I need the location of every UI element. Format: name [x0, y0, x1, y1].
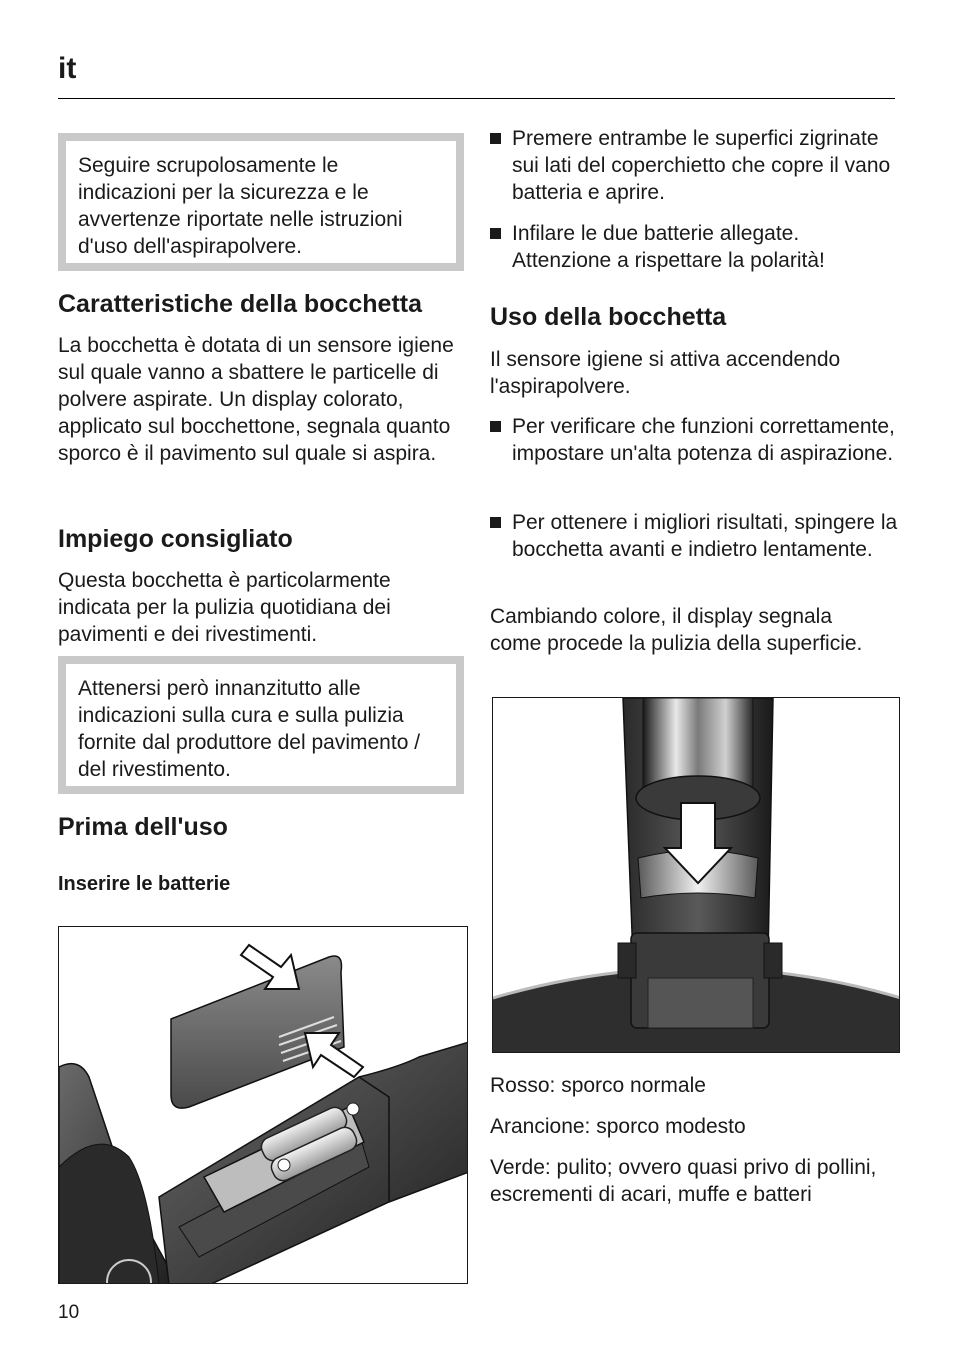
header-rule [58, 98, 895, 99]
color-orange-text: Arancione: sporco modesto [490, 1115, 746, 1138]
care-note-box [58, 656, 464, 794]
recommended-use-text: Questa bocchetta è particolarmente indicata per la pulizia quotidiana dei pavimenti e dei rivestimenti. [58, 569, 391, 646]
battery-drawing [59, 927, 468, 1284]
page-number: 10 [58, 1302, 80, 1323]
bullet-best-results [490, 509, 900, 563]
features-heading: Caratteristiche della bocchetta [58, 290, 423, 318]
care-note-text: Attenersi però innanzitutto alle indicazioni sulla cura e sulla pulizia fornite dal produttore del pavimento / del rivestimento. [78, 677, 421, 781]
language-code: it [58, 52, 77, 85]
insert-batteries-subheading: Inserire le batterie [58, 873, 231, 895]
usage-heading: Uso della bocchetta [490, 303, 727, 331]
nozzle-drawing [493, 698, 900, 1053]
color-red-text: Rosso: sporco normale [490, 1074, 706, 1097]
bullet-square-icon [490, 133, 501, 144]
before-use-heading: Prima dell'uso [58, 813, 228, 841]
bullet-text: Premere entrambe le superfici zigrinate sui lati del coperchietto che copre il vano batteria e aprire. [512, 127, 891, 204]
nozzle-illustration [492, 697, 900, 1053]
bullet-text: Infilare le due batterie allegate. Attenzione a rispettare la polarità! [512, 222, 825, 272]
recommended-use-heading: Impiego consigliato [58, 525, 293, 553]
bullet-press-lid [490, 125, 900, 206]
color-green-text: Verde: pulito; ovvero quasi privo di pollini, escrementi di acari, muffe e batteri [490, 1156, 877, 1206]
bullet-square-icon [490, 421, 501, 432]
color-explanation-text: Cambiando colore, il display segnala come procede la pulizia della superficie. [490, 605, 863, 655]
bullet-power-setting [490, 413, 900, 467]
bullet-insert-batteries [490, 220, 900, 274]
battery-illustration [58, 926, 468, 1284]
bullet-square-icon [490, 228, 501, 239]
usage-text: Il sensore igiene si attiva accendendo l'aspirapolvere. [490, 348, 841, 398]
bullet-text: Per verificare che funzioni correttamente, impostare un'alta potenza di aspirazione. [512, 415, 895, 465]
safety-note-text: Seguire scrupolosamente le indicazioni per la sicurezza e le avvertenze riportate nelle istruzioni d'uso dell'aspirapolvere. [78, 154, 403, 258]
bullet-text: Per ottenere i migliori risultati, spingere la bocchetta avanti e indietro lentamente. [512, 511, 898, 561]
safety-note-box [58, 133, 464, 271]
bullet-square-icon [490, 517, 501, 528]
features-text: La bocchetta è dotata di un sensore igiene sul quale vanno a sbattere le particelle di polvere aspirate. Un display colorato, applicato sul bocchettone, segnala quanto sporco è il pavimento sul quale si aspira. [58, 334, 454, 465]
